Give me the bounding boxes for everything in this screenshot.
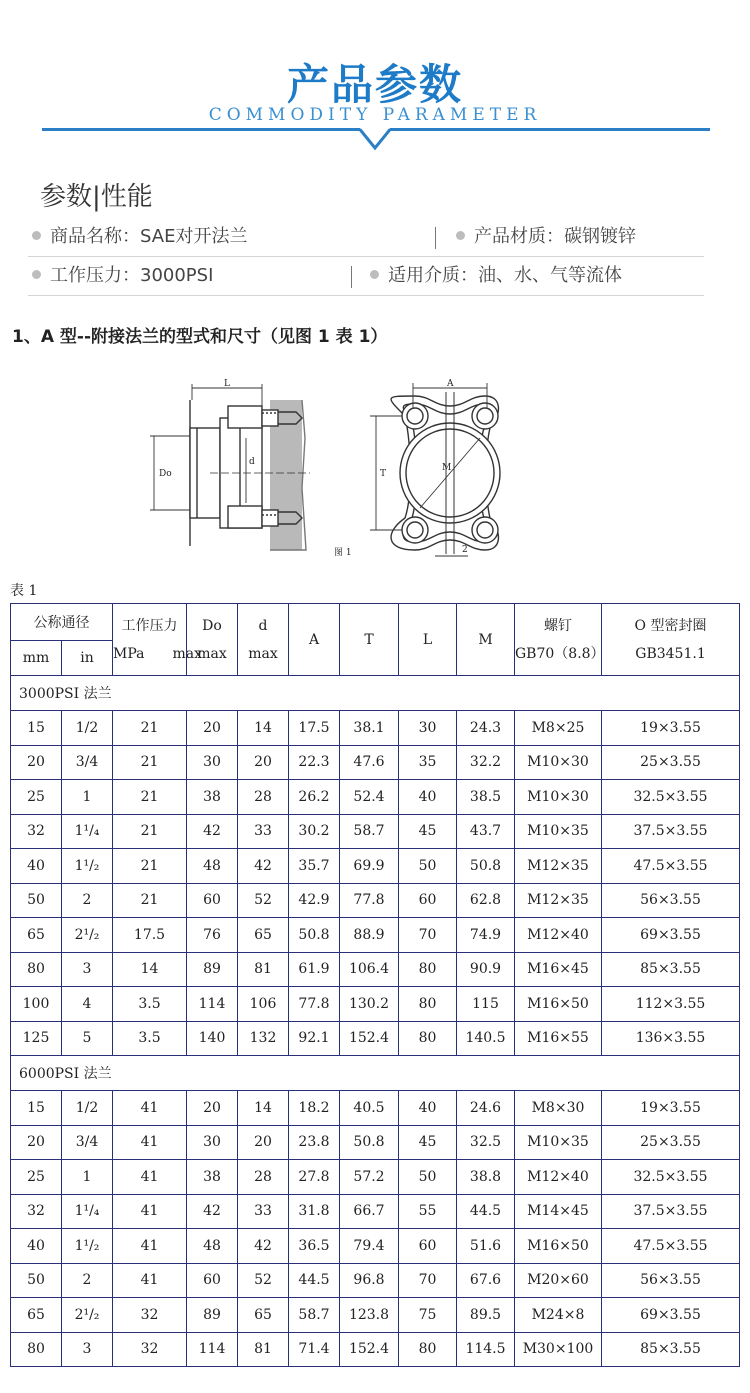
table-cell: 1¹/₄ (62, 1194, 113, 1229)
header-screw-label: 螺钉 (544, 617, 572, 634)
table-cell: 17.5 (289, 711, 340, 746)
table-cell: 36.5 (289, 1229, 340, 1264)
table-cell: 152.4 (340, 1332, 399, 1367)
property-separator (435, 227, 436, 249)
table-cell: 106 (238, 987, 289, 1022)
table-cell: 79.4 (340, 1229, 399, 1264)
bullet-icon (456, 231, 465, 240)
table-cell: 2 (62, 883, 113, 918)
table-cell: 44.5 (289, 1263, 340, 1298)
figure-heading: 1、A 型--附接法兰的型式和尺寸（见图 1 表 1） (12, 327, 388, 347)
table-cell: 65 (238, 918, 289, 953)
table-row (11, 1298, 740, 1333)
table-cell: M12×40 (515, 1160, 602, 1195)
header-oring (602, 604, 740, 676)
table-cell: 30 (187, 1125, 238, 1160)
table-cell: M16×50 (515, 1229, 602, 1264)
table-cell: 61.9 (289, 952, 340, 987)
header-screw (515, 604, 605, 676)
table-cell: 70 (399, 918, 457, 953)
table-cell: 51.6 (457, 1229, 515, 1264)
table-cell: 38 (187, 1160, 238, 1195)
header-pressure-label: 工作压力 (121, 617, 178, 634)
table-cell: 2¹/₂ (62, 918, 113, 953)
table-cell: M16×50 (515, 987, 602, 1022)
group-title: 3000PSI 法兰 (11, 676, 740, 711)
table-cell: 52 (238, 1263, 289, 1298)
table-cell: 114 (187, 987, 238, 1022)
table-cell: 41 (113, 1160, 187, 1195)
table-cell: 3 (62, 952, 113, 987)
table-cell: 25 (11, 780, 62, 815)
table-cell: 90.9 (457, 952, 515, 987)
table-row (11, 814, 740, 849)
header-M: M (457, 604, 515, 676)
table-cell: 80 (11, 952, 62, 987)
table-cell: 38.1 (340, 711, 399, 746)
table-row (11, 1091, 740, 1126)
table-cell: 57.2 (340, 1160, 399, 1195)
table-cell: 41 (113, 1194, 187, 1229)
table-cell: 85×3.55 (602, 1332, 740, 1367)
table-cell: 56×3.55 (602, 1263, 740, 1298)
table-row (11, 1125, 740, 1160)
table-cell: 40 (399, 1091, 457, 1126)
table-cell: 32.5×3.55 (602, 1160, 740, 1195)
table-cell: 40 (11, 1229, 62, 1264)
header-oring-std: GB3451.1 (635, 645, 706, 662)
table-cell: 35.7 (289, 849, 340, 884)
table-cell: 47.5×3.55 (602, 1229, 740, 1264)
table-cell: M10×35 (515, 814, 602, 849)
table-cell: 114.5 (457, 1332, 515, 1367)
bullet-icon (370, 270, 379, 279)
table-cell: 42.9 (289, 883, 340, 918)
header-nominal: 公称通径 (11, 604, 113, 641)
table-cell: 48 (187, 1229, 238, 1264)
table-cell: 32 (113, 1332, 187, 1367)
table-cell: 27.8 (289, 1160, 340, 1195)
table-cell: 32 (11, 1194, 62, 1229)
table-cell: 26.2 (289, 780, 340, 815)
table-cell: 32.5 (457, 1125, 515, 1160)
table-row (11, 1229, 740, 1264)
table-cell: 50.8 (289, 918, 340, 953)
table-cell: 136×3.55 (602, 1021, 740, 1056)
table-cell: 3/4 (62, 745, 113, 780)
table-cell: 40 (11, 849, 62, 884)
table-cell: 44.5 (457, 1194, 515, 1229)
table-cell: 77.8 (289, 987, 340, 1022)
header-pressure-unit: MPa max (113, 645, 202, 662)
table-cell: 2¹/₂ (62, 1298, 113, 1333)
table-cell: 1/2 (62, 711, 113, 746)
table-cell: 58.7 (289, 1298, 340, 1333)
table-cell: 58.7 (340, 814, 399, 849)
table-cell: 65 (11, 1298, 62, 1333)
table-cell: 21 (113, 883, 187, 918)
property-label: 适用介质：油、水、气等流体 (388, 265, 622, 286)
table-cell: 60 (187, 883, 238, 918)
table-row (11, 1332, 740, 1367)
table-cell: 1 (62, 780, 113, 815)
table-cell: 32 (113, 1298, 187, 1333)
property-item (32, 257, 213, 295)
table-cell: 45 (399, 814, 457, 849)
table-cell: 85×3.55 (602, 952, 740, 987)
table-cell: 25×3.55 (602, 1125, 740, 1160)
table-cell: 1¹/₂ (62, 1229, 113, 1264)
property-label: 商品名称：SAE对开法兰 (50, 226, 248, 247)
table-cell: 152.4 (340, 1021, 399, 1056)
table-cell: 40 (399, 780, 457, 815)
table-cell: 80 (399, 952, 457, 987)
table-cell: M16×45 (515, 952, 602, 987)
table-cell: M10×30 (515, 745, 602, 780)
table-cell: 24.6 (457, 1091, 515, 1126)
figure-caption: 图 1 (334, 548, 352, 558)
table-cell: 15 (11, 1091, 62, 1126)
dim-label-M: M (442, 463, 452, 473)
table-cell: 123.8 (340, 1298, 399, 1333)
header-d (238, 604, 289, 676)
table-cell: 62.8 (457, 883, 515, 918)
table-cell: 30 (187, 745, 238, 780)
header-do-label: Do (202, 617, 222, 634)
header-d-unit: max (248, 645, 278, 662)
table-cell: 50 (399, 1160, 457, 1195)
property-separator (351, 266, 352, 288)
dim-label-T: T (380, 469, 387, 479)
table-cell: M10×35 (515, 1125, 602, 1160)
group-title: 6000PSI 法兰 (11, 1056, 740, 1091)
table-cell: 20 (187, 1091, 238, 1126)
group-row (11, 676, 740, 711)
table-cell: 21 (113, 849, 187, 884)
table-cell: 3.5 (113, 1021, 187, 1056)
table-cell: 24.3 (457, 711, 515, 746)
table-row (11, 1263, 740, 1298)
table-cell: 96.8 (340, 1263, 399, 1298)
table-label: 表 1 (10, 583, 38, 599)
table-cell: 125 (11, 1021, 62, 1056)
table-row (11, 918, 740, 953)
header-d-label: d (258, 617, 268, 634)
table-cell: 33 (238, 814, 289, 849)
dim-label-d: d (249, 457, 255, 467)
table-cell: M12×35 (515, 849, 602, 884)
table-cell: 42 (187, 814, 238, 849)
table-cell: 60 (399, 883, 457, 918)
table-cell: 114 (187, 1332, 238, 1367)
table-cell: 1 (62, 1160, 113, 1195)
table-cell: 21 (113, 745, 187, 780)
table-cell: 69.9 (340, 849, 399, 884)
table-cell: 132 (238, 1021, 289, 1056)
property-label: 工作压力：3000PSI (50, 265, 214, 286)
table-cell: 50 (399, 849, 457, 884)
table-cell: 100 (11, 987, 62, 1022)
table-cell: 106.4 (340, 952, 399, 987)
table-cell: 37.5×3.55 (602, 814, 740, 849)
group-row (11, 1056, 740, 1091)
table-cell: 130.2 (340, 987, 399, 1022)
table-cell: 67.6 (457, 1263, 515, 1298)
table-row (11, 987, 740, 1022)
table-cell: 69×3.55 (602, 918, 740, 953)
table-cell: M20×60 (515, 1263, 602, 1298)
table-cell: M16×55 (515, 1021, 602, 1056)
table-cell: 14 (238, 711, 289, 746)
header-L: L (399, 604, 457, 676)
header-screw-std: GB70（8.8） (515, 645, 605, 662)
header-T: T (340, 604, 399, 676)
table-cell: 1¹/₄ (62, 814, 113, 849)
table-cell: 80 (399, 1021, 457, 1056)
table-cell: 21 (113, 711, 187, 746)
table-cell: 70 (399, 1263, 457, 1298)
table-cell: 81 (238, 952, 289, 987)
table-cell: 1/2 (62, 1091, 113, 1126)
table-cell: 30 (399, 711, 457, 746)
table-cell: 14 (113, 952, 187, 987)
table-cell: 19×3.55 (602, 1091, 740, 1126)
table-cell: 3.5 (113, 987, 187, 1022)
table-cell: 42 (187, 1194, 238, 1229)
table-cell: 50.8 (340, 1125, 399, 1160)
table-cell: M8×25 (515, 711, 602, 746)
table-cell: 42 (238, 849, 289, 884)
dim-label-A: A (447, 379, 454, 389)
table-row (11, 780, 740, 815)
property-label: 产品材质：碳钢镀锌 (474, 226, 636, 247)
table-cell: 21 (113, 780, 187, 815)
dim-label-Do: Do (159, 469, 172, 479)
table-cell: 37.5×3.55 (602, 1194, 740, 1229)
header-do-unit: max (197, 645, 227, 662)
table-cell: 76 (187, 918, 238, 953)
table-cell: 140 (187, 1021, 238, 1056)
table-cell: 52 (238, 883, 289, 918)
table-cell: 19×3.55 (602, 711, 740, 746)
table-row (11, 1160, 740, 1195)
table-cell: 32 (11, 814, 62, 849)
table-cell: 77.8 (340, 883, 399, 918)
table-cell: 81 (238, 1332, 289, 1367)
table-cell: 41 (113, 1091, 187, 1126)
table-cell: 30.2 (289, 814, 340, 849)
table-cell: 48 (187, 849, 238, 884)
table-cell: 88.9 (340, 918, 399, 953)
table-cell: 32.2 (457, 745, 515, 780)
table-cell: 41 (113, 1263, 187, 1298)
table-row (11, 1194, 740, 1229)
table-cell: M30×100 (515, 1332, 602, 1367)
table-cell: 80 (11, 1332, 62, 1367)
header-pressure (113, 604, 202, 676)
table-cell: 47.6 (340, 745, 399, 780)
table-cell: 92.1 (289, 1021, 340, 1056)
table-row (11, 1021, 740, 1056)
page-title: 产品参数 (286, 60, 463, 109)
table-cell: 31.8 (289, 1194, 340, 1229)
table-cell: 50.8 (457, 849, 515, 884)
table-cell: 89.5 (457, 1298, 515, 1333)
header-do (187, 604, 238, 676)
table-cell: 38 (187, 780, 238, 815)
table-cell: 50 (11, 883, 62, 918)
table-cell: M10×30 (515, 780, 602, 815)
table-cell: 22.3 (289, 745, 340, 780)
table-cell: 55 (399, 1194, 457, 1229)
header-in: in (62, 641, 113, 676)
section-title: 参数|性能 (40, 182, 153, 212)
table-cell: 35 (399, 745, 457, 780)
table-cell: M12×40 (515, 918, 602, 953)
table-cell: 3/4 (62, 1125, 113, 1160)
table-cell: 32.5×3.55 (602, 780, 740, 815)
property-row (28, 257, 704, 296)
table-cell: 20 (238, 745, 289, 780)
table-cell: 33 (238, 1194, 289, 1229)
spec-table (10, 603, 740, 1367)
table-cell: 65 (238, 1298, 289, 1333)
table-cell: 5 (62, 1021, 113, 1056)
table-cell: 80 (399, 1332, 457, 1367)
table-cell: 38.8 (457, 1160, 515, 1195)
table-cell: 50 (11, 1263, 62, 1298)
table-cell: 41 (113, 1125, 187, 1160)
table-cell: 17.5 (113, 918, 187, 953)
table-cell: 20 (11, 1125, 62, 1160)
header-oring-label: O 型密封圈 (634, 617, 707, 634)
flange-drawing (150, 378, 520, 568)
header-mm: mm (11, 641, 62, 676)
table-cell: 112×3.55 (602, 987, 740, 1022)
table-cell: 89 (187, 1298, 238, 1333)
table-cell: 4 (62, 987, 113, 1022)
table-cell: 75 (399, 1298, 457, 1333)
bullet-icon (32, 270, 41, 279)
table-cell: 20 (11, 745, 62, 780)
dim-label-2: 2 (462, 545, 468, 555)
table-cell: 115 (457, 987, 515, 1022)
dim-label-L: L (224, 379, 230, 389)
table-cell: 2 (62, 1263, 113, 1298)
table-cell: 65 (11, 918, 62, 953)
table-cell: 23.8 (289, 1125, 340, 1160)
table-cell: 38.5 (457, 780, 515, 815)
table-cell: 74.9 (457, 918, 515, 953)
table-cell: M14×45 (515, 1194, 602, 1229)
table-cell: 43.7 (457, 814, 515, 849)
table-cell: 18.2 (289, 1091, 340, 1126)
table-row (11, 952, 740, 987)
header-A: A (289, 604, 340, 676)
table-cell: 56×3.55 (602, 883, 740, 918)
table-cell: 80 (399, 987, 457, 1022)
table-cell: 25×3.55 (602, 745, 740, 780)
page-subtitle: COMMODITY PARAMETER (208, 105, 542, 125)
table-cell: 60 (187, 1263, 238, 1298)
table-cell: 69×3.55 (602, 1298, 740, 1333)
property-item (32, 218, 247, 256)
table-cell: 21 (113, 814, 187, 849)
table-cell: 1¹/₂ (62, 849, 113, 884)
table-cell: 47.5×3.55 (602, 849, 740, 884)
table-cell: 20 (238, 1125, 289, 1160)
table-cell: 3 (62, 1332, 113, 1367)
table-cell: 60 (399, 1229, 457, 1264)
table-cell: 71.4 (289, 1332, 340, 1367)
table-cell: 15 (11, 711, 62, 746)
table-row (11, 745, 740, 780)
table-cell: M12×35 (515, 883, 602, 918)
table-cell: M8×30 (515, 1091, 602, 1126)
table-row (11, 849, 740, 884)
table-cell: 40.5 (340, 1091, 399, 1126)
property-item (456, 218, 636, 256)
header-notch-icon (360, 126, 390, 152)
table-cell: 14 (238, 1091, 289, 1126)
table-cell: 28 (238, 1160, 289, 1195)
property-item (370, 257, 622, 295)
table-cell: 20 (187, 711, 238, 746)
table-cell: 42 (238, 1229, 289, 1264)
table-cell: 89 (187, 952, 238, 987)
table-cell: 41 (113, 1229, 187, 1264)
table-header-row (11, 604, 740, 641)
property-row (28, 218, 704, 257)
table-cell: 66.7 (340, 1194, 399, 1229)
table-row (11, 883, 740, 918)
table-cell: 140.5 (457, 1021, 515, 1056)
bullet-icon (32, 231, 41, 240)
table-cell: 25 (11, 1160, 62, 1195)
table-cell: 45 (399, 1125, 457, 1160)
table-cell: 28 (238, 780, 289, 815)
table-row (11, 711, 740, 746)
table-cell: M24×8 (515, 1298, 602, 1333)
table-cell: 52.4 (340, 780, 399, 815)
